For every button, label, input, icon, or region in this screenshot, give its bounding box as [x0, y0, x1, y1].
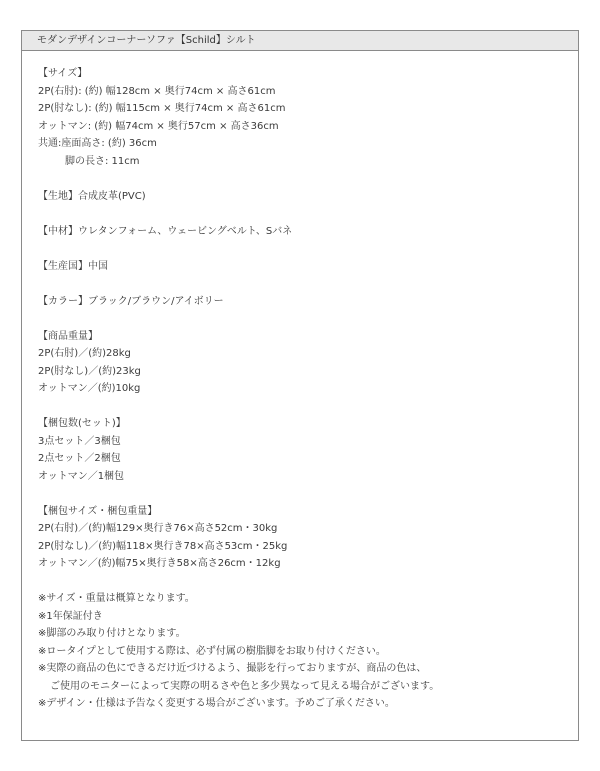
spec-line: 共通:座面高さ: (約) 36cm [38, 138, 157, 149]
spec-table [21, 30, 579, 741]
note-line: ※デザイン・仕様は予告なく変更する場合がございます。予めご了承ください。 [38, 698, 395, 709]
section-heading: 【カラー】ブラック/ブラウン/アイボリー [38, 295, 224, 307]
section-heading: 【サイズ】 [38, 68, 88, 79]
spec-line: 3点セット／3梱包 [38, 435, 121, 447]
spec-line: 2P(肘なし)／(約)23kg [38, 365, 141, 377]
spec-body [22, 51, 578, 713]
note-line: ※ロータイプとして使用する際は、必ず付属の樹脂脚をお取り付けください。 [38, 645, 386, 657]
note-line: ※脚部のみ取り付けとなります。 [38, 628, 186, 639]
spec-line: 2P(右肘)／(約)幅129×奥行き76×高さ52cm・30kg [38, 523, 278, 534]
notes-section [38, 590, 578, 713]
note-line: ※1年保証付き [38, 610, 103, 622]
spec-line: 2P(右肘)／(約)28kg [38, 348, 131, 359]
spec-line: 2P(肘なし)／(約)幅118×奥行き78×高さ53cm・25kg [38, 540, 288, 552]
spec-line: オットマン: (約) 幅74cm × 奥行57cm × 高さ36cm [38, 120, 279, 132]
section-heading: 【生産国】中国 [38, 260, 108, 272]
section-1 [38, 188, 578, 206]
section-7 [38, 503, 578, 573]
note-line: ※サイズ・重量は概算となります。 [38, 593, 195, 604]
note-line: ご使用のモニターによって実際の明るさや色と多少異なって見える場合がございます。 [50, 680, 440, 692]
section-heading: 【商品重量】 [38, 330, 98, 342]
spec-line: オットマン／1梱包 [38, 470, 125, 482]
spec-line: 2点セット／2梱包 [38, 453, 121, 464]
section-3 [38, 258, 578, 276]
section-6 [38, 415, 578, 485]
section-2 [38, 223, 578, 241]
section-heading: 【生地】合成皮革(PVC) [38, 190, 146, 202]
section-heading: 【中材】ウレタンフォーム、ウェービングベルト、Sバネ [38, 225, 293, 237]
section-0 [38, 65, 578, 170]
section-5 [38, 328, 578, 398]
spec-title: モダンデザインコーナーソファ【Schild】シルト [22, 31, 578, 51]
spec-line: 2P(右肘): (約) 幅128cm × 奥行74cm × 高さ61cm [38, 85, 276, 97]
spec-line: オットマン／(約)10kg [38, 383, 141, 394]
section-4 [38, 293, 578, 311]
spec-line: 脚の長さ: 11cm [65, 155, 140, 167]
section-heading: 【梱包サイズ・梱包重量】 [38, 505, 158, 517]
spec-line: 2P(肘なし): (約) 幅115cm × 奥行74cm × 高さ61cm [38, 103, 286, 114]
spec-line: オットマン／(約)幅75×奥行き58×高さ26cm・12kg [38, 558, 281, 569]
section-heading: 【梱包数(セット)】 [38, 418, 126, 429]
note-line: ※実際の商品の色にできるだけ近づけるよう、撮影を行っておりますが、商品の色は、 [38, 663, 427, 674]
